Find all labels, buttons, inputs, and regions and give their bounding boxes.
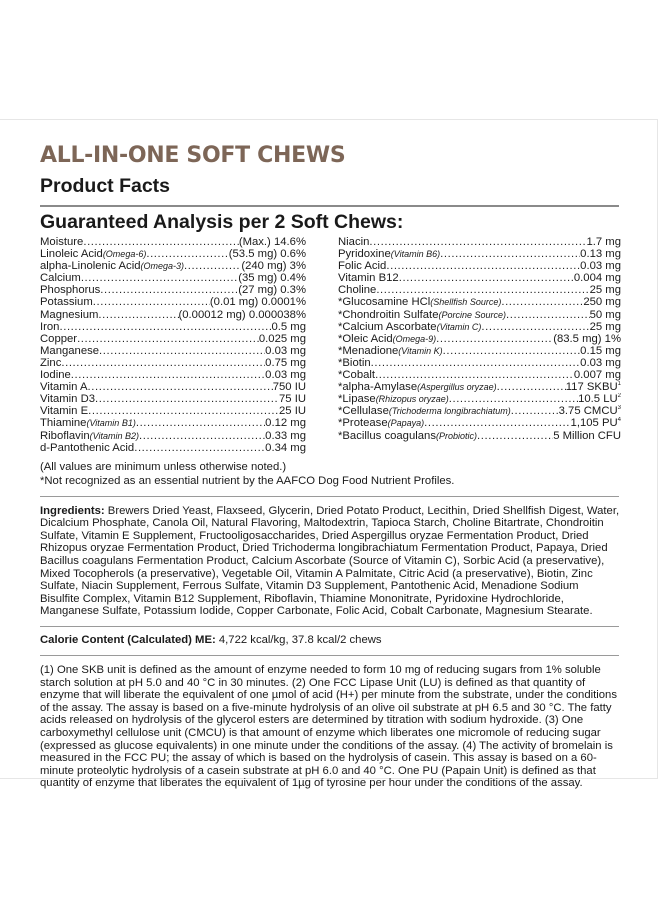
nutrient-value — [210, 296, 306, 308]
nutrient-amount: (27 mg) 0.3% — [238, 284, 306, 297]
dot-leader — [93, 296, 210, 308]
nutrient-row — [338, 345, 621, 357]
dot-leader — [88, 405, 279, 417]
nutrient-row — [40, 260, 306, 272]
nutrient-value — [265, 357, 306, 369]
nutrient-amount: 25 mg — [589, 320, 621, 333]
nutrient-amount: 0.007 mg — [573, 369, 621, 382]
nutrient-row — [338, 393, 621, 405]
nutrient-row — [40, 430, 306, 442]
calorie-text: 4,722 kcal/kg, 37.8 kcal/2 chews — [215, 634, 382, 647]
ingredients-label: Ingredients: — [40, 504, 105, 517]
nutrient-row — [338, 296, 621, 308]
nutrient-name: Phosphorus — [40, 284, 101, 297]
nutrient-row — [40, 345, 306, 357]
dot-leader — [371, 357, 581, 369]
analysis-heading: Guaranteed Analysis per 2 Soft Chews: — [40, 211, 404, 233]
footnotes: (1) One SKB unit is defined as the amount of enzyme needed to form 10 mg of reducing sugars from 1% soluble starch solution at pH 5.0 and 40 °C in 30 minutes. (2) One FCC Lipase Unit (LU) is defined as that quantity of enzyme that will liberate the equivalent of one µmol of acid (H+) per minute from the substrate, under the conditions of the assay. The assay is based on a five-minute hydrolysis of an olive oil substrate at pH 6.5 and 30 °C. The fatty acids released on hydrolysis of the glycerol esters are determined by titration with sodium hydroxide. (3) One carboxymethyl cellulose unit (CMCU) is that amount of enzyme which liberates one micromole of reducing sugar (expressed as glucose equivalents) in one minute under the conditions of the assay. (4) The activity of bromelain is measured in the FCC PU; the assay of which is based on the hydrolysis of casein. This assay is based on a 60-minute proteolytic hydrolysis of a casein substrate at pH 6.0 and 40 °C. One PU (Papain Unit) is defined as that quantity of enzyme that liberates the equivalent of 1µg of tyrosine per hour under the conditions of the assay. — [40, 664, 617, 790]
nutrient-amount: 10.5 LU — [578, 393, 618, 406]
nutrient-row — [338, 284, 621, 296]
nutrient-source: (Trichoderma longibrachiatum) — [388, 406, 511, 417]
nutrient-amount: 0.33 mg — [265, 429, 306, 442]
nutrient-name: *Calcium Ascorbate — [338, 320, 437, 333]
nutrient-amount: (Max.) 14.6% — [238, 236, 306, 248]
nutrient-name: Magnesium — [40, 308, 99, 321]
nutrient-value — [574, 272, 621, 284]
dot-leader — [386, 260, 580, 272]
nutrient-value — [553, 430, 621, 442]
nutrient-amount: 0.03 mg — [265, 369, 306, 382]
nutrient-row — [338, 260, 621, 272]
nutrient-row — [338, 321, 621, 333]
nutrient-row — [338, 430, 621, 442]
nutrient-name: Potassium — [40, 296, 93, 309]
nutrient-value — [241, 260, 306, 272]
nutrient-source: (Vitamin B1) — [86, 418, 136, 429]
divider — [40, 655, 619, 656]
nutrient-amount: 25 IU — [278, 405, 306, 418]
page-title: Product Facts — [40, 175, 171, 197]
ingredients-text: Brewers Dried Yeast, Flaxseed, Glycerin, Dried Potato Product, Lecithin, Dried Shellfish Digest, Water, Dicalcium Phosphate, Canola Oil, Natural Flavoring, Maltodextrin, Tapioca Starch, Choline Bitartrate, Chondroitin Sulfate, Vitamin E Supplement, Fructooligosaccharides, Dried Aspergillus oryzae Fermentation Product, Dried Rhizopus oryzae Fermentation Product, Dried Trichoderma longibrachiatum Fermentation Product, Papaya, Dried Bacillus coagulans Fermentation Product, Calcium Ascorbate (Source of Vitamin C), Sorbic Acid (a preservative), Mixed Tocopherols (a preservative), Vegetable Oil, Vitamin A Palmitate, Citric Acid (a preservative), Biotin, Zinc Sulfate, Niacin Supplement, Ferrous Sulfate, Vitamin D3 Supplement, Pantothenic Acid, Menadione Sodium Bisulfite Complex, Vitamin B12 Supplement, Riboflavin, Thiamine Mononitrate, Pyridoxine Hydrochloride, Manganese Sulfate, Potassium Iodide, Copper Carbonate, Folic Acid, Cobalt Carbonate, Magnesium Stearate. — [40, 504, 620, 618]
nutrient-source: (Rhizopus oryzae) — [375, 394, 449, 405]
nutrient-value — [580, 345, 621, 357]
footnote-ref: 2 — [617, 393, 621, 400]
dot-leader — [511, 405, 559, 417]
nutrient-amount: 50 mg — [589, 308, 621, 321]
nutrient-row — [40, 272, 306, 284]
nutrient-name: d-Pantothenic Acid — [40, 441, 135, 454]
nutrient-name: Calcium — [40, 272, 81, 285]
nutrient-name: Moisture — [40, 236, 84, 248]
nutrient-row — [40, 321, 306, 333]
nutrient-source: (Vitamin C) — [436, 321, 482, 332]
nutrient-source: (Omega-9) — [392, 333, 437, 344]
nutrient-row — [338, 381, 621, 393]
nutrient-source: (Probiotic) — [435, 430, 477, 441]
nutrient-row — [338, 369, 621, 381]
footnote-ref: 1 — [617, 381, 621, 388]
nutrient-amount: 0.75 mg — [265, 356, 306, 369]
dot-leader — [99, 345, 265, 357]
nutrient-amount: (0.00012 mg) 0.000038% — [178, 308, 306, 321]
nutrient-value — [578, 393, 621, 405]
nutrient-name: Zinc — [40, 356, 62, 369]
nutrient-amount: 5 Million CFU — [553, 429, 621, 442]
dot-leader — [136, 417, 265, 429]
nutrient-name: *Bacillus coagulans — [338, 429, 436, 442]
aafco-note: *Not recognized as an essential nutrient by the AAFCO Dog Food Nutrient Profiles. — [40, 474, 455, 487]
nutrient-source: (Porcine Source) — [438, 309, 507, 320]
dot-leader — [100, 284, 238, 296]
nutrient-row — [338, 405, 621, 417]
nutrient-value — [239, 236, 306, 248]
nutrient-name: Pyridoxine — [338, 248, 391, 261]
minimum-note: (All values are minimum unless otherwise noted.) — [40, 460, 287, 473]
nutrient-value — [559, 405, 621, 417]
dot-leader — [506, 309, 590, 321]
nutrient-value — [580, 248, 621, 260]
nutrient-row — [338, 333, 621, 345]
divider — [40, 496, 619, 497]
nutrient-amount: 0.004 mg — [573, 272, 621, 285]
nutrient-amount: (240 mg) 3% — [241, 260, 306, 273]
nutrient-value — [259, 333, 306, 345]
nutrient-value — [229, 248, 306, 260]
nutrient-amount: 117 SKBU — [565, 381, 618, 394]
nutrient-amount: 0.13 mg — [580, 248, 621, 261]
dot-leader — [77, 333, 259, 345]
nutrient-name: Niacin — [338, 236, 370, 248]
nutrient-name: *Cellulase — [338, 405, 389, 418]
calorie-label: Calorie Content (Calculated) ME: — [40, 634, 216, 647]
dot-leader — [399, 272, 574, 284]
nutrient-name: Iodine — [40, 369, 71, 382]
dot-leader — [481, 321, 589, 333]
nutrient-name: Vitamin A — [40, 381, 88, 394]
dot-leader — [369, 236, 586, 248]
nutrient-amount: 0.03 mg — [580, 260, 621, 273]
dot-leader — [424, 417, 570, 429]
nutrient-row — [40, 369, 306, 381]
dot-leader — [501, 296, 583, 308]
nutrient-name: Linoleic Acid — [40, 248, 103, 261]
nutrient-amount: 1,105 PU — [570, 417, 618, 430]
nutrient-source: (Omega-6) — [102, 249, 147, 260]
nutrient-amount: (0.01 mg) 0.0001% — [209, 296, 306, 309]
dot-leader — [61, 357, 265, 369]
nutrient-row — [40, 381, 306, 393]
nutrient-name: *Glucosamine HCl — [338, 296, 431, 309]
nutrient-value — [574, 369, 621, 381]
nutrient-row — [338, 417, 621, 429]
nutrient-name: Copper — [40, 332, 78, 345]
nutrient-amount: 0.34 mg — [265, 441, 306, 454]
divider — [40, 205, 619, 207]
nutrient-row — [40, 309, 306, 321]
nutrient-amount: 0.03 mg — [265, 344, 306, 357]
nutrient-name: *Biotin — [338, 356, 371, 369]
dot-leader — [436, 333, 553, 345]
nutrient-row — [338, 248, 621, 260]
dot-leader — [134, 442, 265, 454]
ingredients-section — [40, 505, 620, 618]
nutrient-value — [273, 381, 306, 393]
nutrient-name: *Lipase — [338, 393, 376, 406]
nutrient-name: Riboflavin — [40, 429, 90, 442]
dot-leader — [497, 381, 566, 393]
nutrient-name: Vitamin B12 — [338, 272, 399, 285]
dot-leader — [146, 248, 228, 260]
nutrient-source: (Vitamin K) — [398, 345, 443, 356]
nutrient-row — [40, 296, 306, 308]
dot-leader — [95, 393, 279, 405]
nutrient-value — [586, 236, 621, 248]
nutrient-value — [279, 405, 306, 417]
nutrient-name: Iron — [40, 320, 60, 333]
nutrient-name: Choline — [338, 284, 377, 297]
nutrient-row — [40, 442, 306, 454]
nutrient-amount: 3.75 CMCU — [558, 405, 618, 418]
nutrient-row — [40, 248, 306, 260]
dot-leader — [376, 284, 589, 296]
nutrient-row — [40, 236, 306, 248]
nutrient-name: Vitamin D3 — [40, 393, 96, 406]
nutrient-value — [590, 284, 621, 296]
footnote-ref: 3 — [617, 405, 621, 412]
nutrient-row — [338, 309, 621, 321]
nutrient-amount: 0.5 mg — [271, 320, 306, 333]
nutrient-value — [566, 381, 621, 393]
nutrient-amount: (83.5 mg) 1% — [553, 332, 621, 345]
nutrient-value — [553, 333, 621, 345]
nutrient-row — [40, 417, 306, 429]
nutrient-name: alpha-Linolenic Acid — [40, 260, 141, 273]
product-facts-panel — [40, 143, 620, 790]
nutrient-amount: 1.7 mg — [586, 236, 621, 248]
calorie-section — [40, 634, 620, 647]
nutrient-row — [40, 405, 306, 417]
nutrient-value — [583, 296, 621, 308]
nutrient-value — [279, 393, 306, 405]
nutrient-value — [238, 284, 306, 296]
nutrient-value — [265, 417, 306, 429]
nutrient-source: (Papaya) — [387, 418, 425, 429]
dot-leader — [71, 369, 265, 381]
nutrient-name: *alpha-Amylase — [338, 381, 418, 394]
nutrient-row — [40, 284, 306, 296]
nutrient-name: Thiamine — [40, 417, 87, 430]
nutrient-value — [571, 417, 621, 429]
nutrient-value — [580, 357, 621, 369]
dot-leader — [98, 309, 178, 321]
footnote-ref: 4 — [617, 417, 621, 424]
nutrient-source: (Vitamin B2) — [89, 430, 139, 441]
dot-leader — [83, 236, 238, 248]
nutrient-amount: 0.03 mg — [580, 356, 621, 369]
nutrient-name: *Oleic Acid — [338, 332, 393, 345]
divider — [40, 626, 619, 627]
nutrient-source: (Shellfish Source) — [430, 297, 502, 308]
nutrient-row — [338, 236, 621, 248]
analysis-left-column — [40, 236, 306, 454]
nutrient-amount: 75 IU — [278, 393, 306, 406]
nutrient-value — [580, 260, 621, 272]
nutrient-name: *Cobalt — [338, 369, 376, 382]
nutrient-source: (Aspergillus oryzae) — [417, 382, 497, 393]
nutrient-amount: 0.12 mg — [265, 417, 306, 430]
analysis-right-column — [338, 236, 621, 454]
nutrient-name: *Protease — [338, 417, 388, 430]
nutrient-source: (Vitamin B6) — [390, 249, 441, 260]
dot-leader — [449, 393, 578, 405]
dot-leader — [477, 430, 553, 442]
nutrient-value — [179, 309, 307, 321]
nutrient-value — [265, 442, 306, 454]
nutrient-name: Folic Acid — [338, 260, 387, 273]
dot-leader — [184, 260, 241, 272]
nutrient-amount: 25 mg — [589, 284, 621, 297]
nutrient-row — [40, 333, 306, 345]
nutrient-amount: 0.15 mg — [580, 344, 621, 357]
nutrient-amount: 750 IU — [272, 381, 306, 394]
nutrient-value — [590, 309, 621, 321]
nutrient-amount: (35 mg) 0.4% — [238, 272, 306, 285]
brand-heading: ALL-IN-ONE SOFT CHEWS — [40, 143, 346, 168]
dot-leader — [375, 369, 574, 381]
nutrient-name: Vitamin E — [40, 405, 89, 418]
nutrient-amount: 0.025 mg — [258, 332, 306, 345]
dot-leader — [443, 345, 581, 357]
nutrient-amount: 250 mg — [583, 296, 621, 309]
nutrient-name: *Menadione — [338, 344, 399, 357]
dot-leader — [88, 381, 273, 393]
nutrient-value — [271, 321, 306, 333]
nutrient-row — [40, 357, 306, 369]
nutrient-value — [590, 321, 621, 333]
dot-leader — [59, 321, 271, 333]
nutrient-value — [265, 345, 306, 357]
nutrient-row — [40, 393, 306, 405]
nutrient-value — [265, 369, 306, 381]
nutrient-row — [338, 272, 621, 284]
dot-leader — [139, 430, 265, 442]
analysis-table — [40, 236, 620, 454]
nutrient-name: *Chondroitin Sulfate — [338, 308, 439, 321]
nutrient-source: (Omega-3) — [140, 261, 185, 272]
nutrient-amount: (53.5 mg) 0.6% — [228, 248, 306, 261]
dot-leader — [81, 272, 238, 284]
nutrient-row — [338, 357, 621, 369]
dot-leader — [440, 248, 580, 260]
nutrient-value — [238, 272, 306, 284]
nutrient-value — [265, 430, 306, 442]
nutrient-name: Manganese — [40, 344, 100, 357]
